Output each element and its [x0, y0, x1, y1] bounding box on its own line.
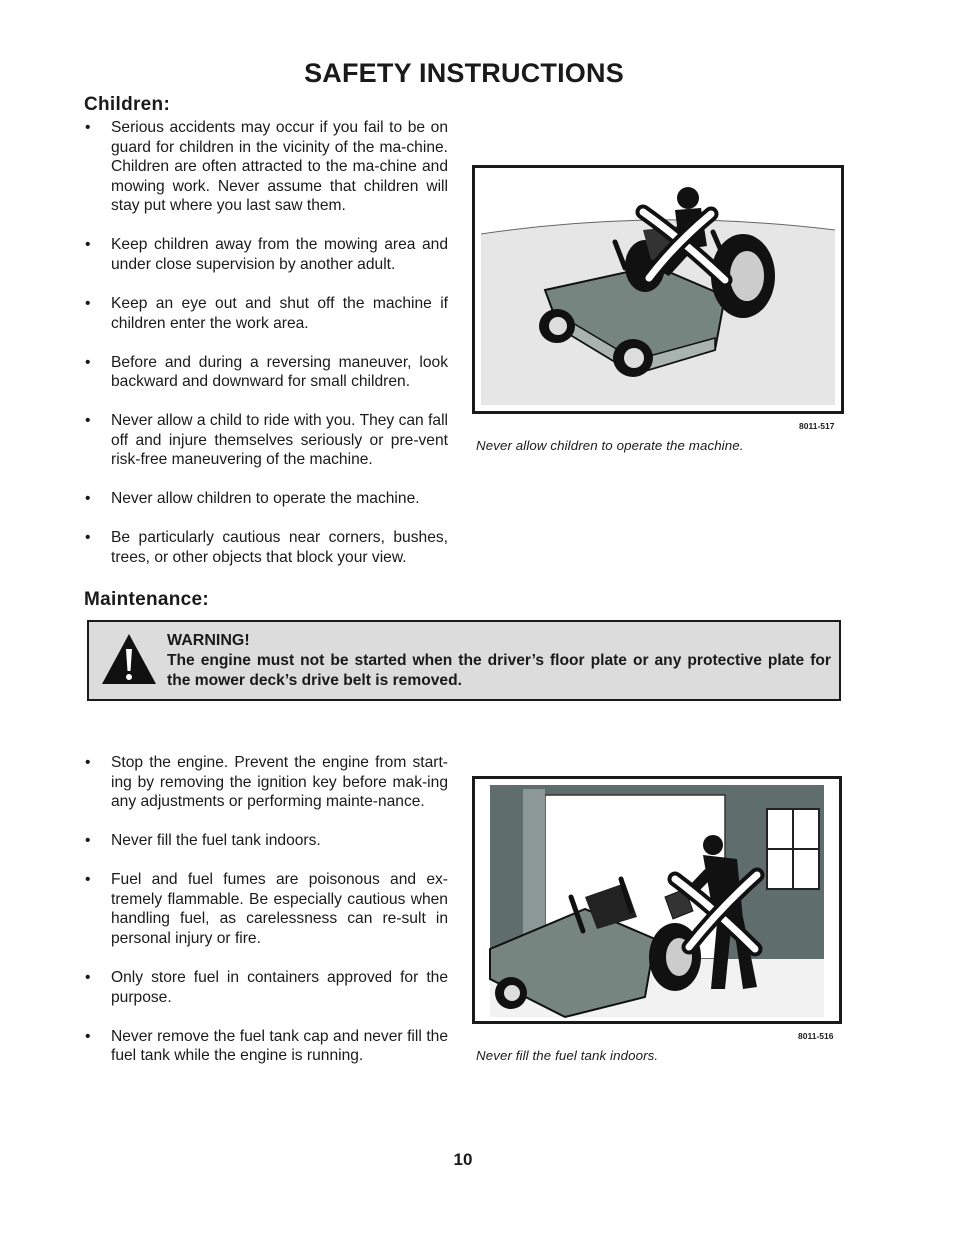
list-item: • Never fill the fuel tank indoors. [84, 831, 448, 851]
children-bullet-list [84, 118, 448, 587]
list-item: • Only store fuel in containers approved for the purpose. [84, 968, 448, 1007]
figure-caption: Never allow children to operate the machine. [476, 438, 744, 453]
list-item: • Never remove the fuel tank cap and never fill the fuel tank while the engine is running. [84, 1027, 448, 1066]
children-heading: Children: [84, 94, 171, 115]
garage-fueling-illustration [472, 776, 842, 1024]
child-on-mower-drawing [475, 168, 841, 411]
child-mower-illustration [472, 165, 844, 414]
list-item: • Keep an eye out and shut off the machine if children enter the work area. [84, 294, 448, 333]
list-item: • Never allow children to operate the machine. [84, 489, 448, 509]
list-item: • Fuel and fuel fumes are poisonous and ex-tremely flammable. Be especially cautious when handling fuel, as carelessness can re-sult in personal injury or fire. [84, 870, 448, 948]
page-title: SAFETY INSTRUCTIONS [304, 58, 624, 88]
list-item: • Never allow a child to ride with you. They can fall off and injure themselves seriously or pre-vent risk-free maneuvering of the machine. [84, 411, 448, 470]
warning-triangle-icon [99, 631, 159, 687]
list-item: • Before and during a reversing maneuver, look backward and downward for small children. [84, 353, 448, 392]
figure-caption: Never fill the fuel tank indoors. [476, 1048, 659, 1063]
list-item: • Keep children away from the mowing area and under close supervision by another adult. [84, 235, 448, 274]
figure-code: 8011-517 [799, 421, 835, 431]
warning-title: WARNING! [167, 632, 250, 649]
warning-text: The engine must not be started when the driver’s floor plate or any protective plate for the mower deck’s drive belt is removed. [167, 652, 831, 689]
list-item: • Be particularly cautious near corners, bushes, trees, or other objects that block your view. [84, 528, 448, 567]
maintenance-bullet-list [84, 753, 448, 1085]
list-item: • Serious accidents may occur if you fail to be on guard for children in the vicinity of the ma-chine. Children are often attracted to the ma-chine and mowing work. Never assume that children will stay put where you last saw them. [84, 118, 448, 216]
list-item: • Stop the engine. Prevent the engine from start-ing by removing the ignition key before mak-ing any adjustments or performing mainte-nance. [84, 753, 448, 812]
fueling-indoors-drawing [475, 779, 839, 1021]
maintenance-heading: Maintenance: [84, 589, 210, 610]
page-number: 10 [453, 1150, 473, 1169]
warning-box [87, 620, 841, 701]
figure-code: 8011-516 [798, 1031, 834, 1041]
